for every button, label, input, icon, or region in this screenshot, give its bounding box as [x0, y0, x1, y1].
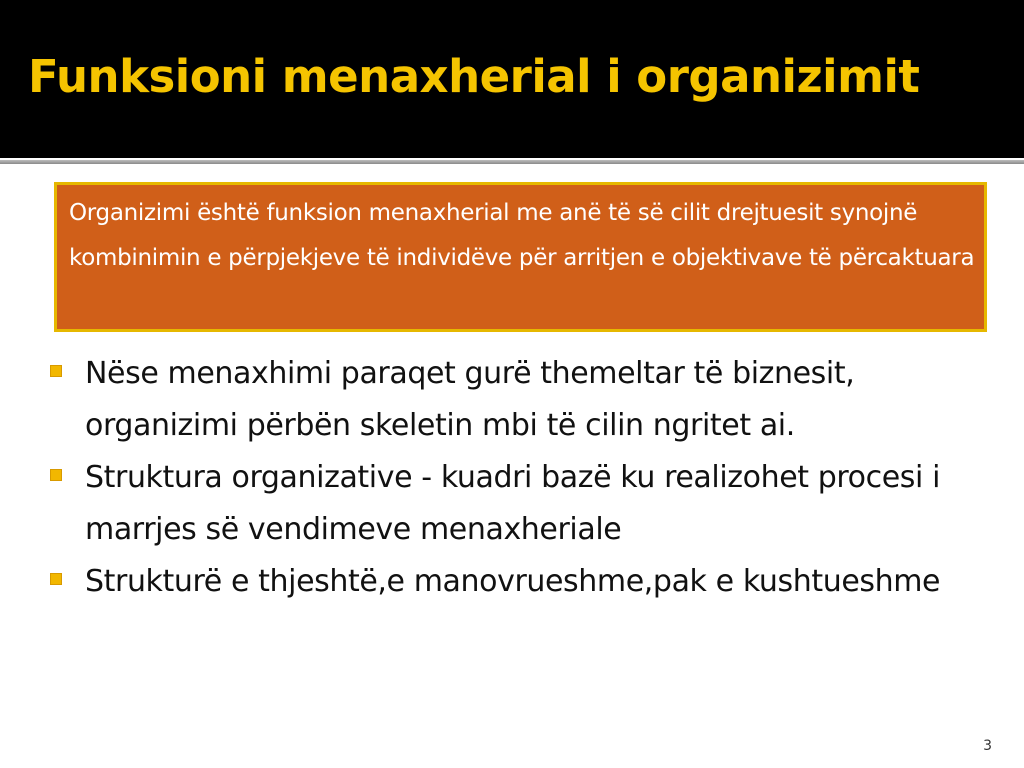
bullet-item: [50, 452, 1015, 556]
square-bullet-icon: [50, 573, 62, 585]
title-divider: [0, 160, 1024, 164]
title-bar: [0, 0, 1024, 158]
definition-box: [54, 182, 987, 332]
square-bullet-icon: [50, 469, 62, 481]
bullet-text: Strukturë e thjeshtë,e manovrueshme,pak e kushtueshme: [85, 564, 941, 599]
bullet-item: [50, 348, 1015, 452]
bullet-text: Nëse menaxhimi paraqet gurë themeltar të biznesit, organizimi përbën skeletin mbi të cilin ngritet ai.: [85, 356, 855, 443]
slide-title: Funksioni menaxherial i organizimit: [28, 50, 920, 103]
definition-text: Organizimi është funksion menaxherial me anë të së cilit drejtuesit synojnë kombinimin e përpjekjeve të individëve për arritjen e objektivave të përcaktuara: [69, 200, 975, 271]
square-bullet-icon: [50, 365, 62, 377]
page-number: 3: [983, 738, 992, 754]
bullet-list: [50, 348, 1015, 608]
bullet-item: [50, 556, 1015, 608]
bullet-text: Struktura organizative - kuadri bazë ku realizohet procesi i marrjes së vendimeve menaxheriale: [85, 460, 941, 547]
